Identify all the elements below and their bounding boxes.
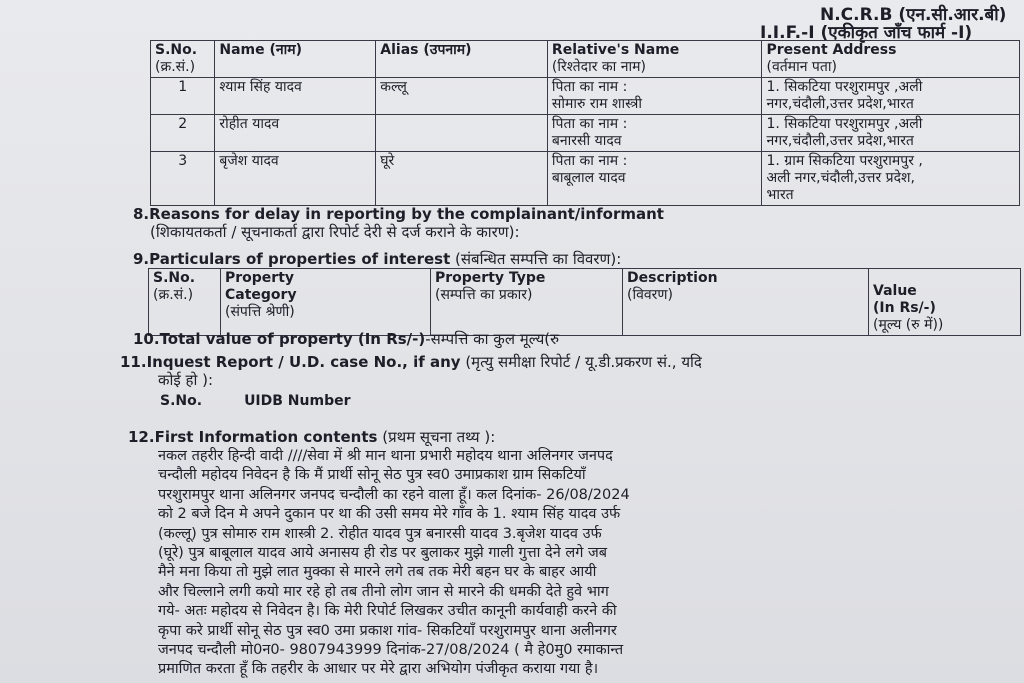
col-relative: Relative's Name (रिश्तेदार का नाम) (547, 41, 762, 78)
uidb-sno-label: S.No. (160, 393, 203, 409)
col-property-type: Property Type (सम्पत्ति का प्रकार) (431, 269, 623, 336)
section-11-title-cont: कोई हो ): (158, 371, 214, 389)
section-8-title: 8.Reasons for delay in reporting by the complainant/informant (133, 205, 664, 223)
ncrb-header: N.C.R.B (एन.सी.आर.बी) (820, 5, 1007, 25)
uidb-number-label: UIDB Number (244, 393, 351, 409)
section-9-title: 9.Particulars of properties of interest (संबन्धित सम्पत्ति का विवरण): (133, 250, 622, 268)
fir-line: परशुरामपुर थाना अलिनगर जनपद चन्दौली का रहने वाला हूँ। कल दिनांक- 26/08/2024 (158, 486, 630, 503)
section-12-title: 12.First Information contents (प्रथम सूचना तथ्य ): (128, 428, 496, 446)
fir-line: प्रमाणित करता हूँ कि तहरीर के आधार पर मेरे द्वारा अभियोग पंजीकृत कराया गया है। (158, 661, 599, 678)
col-property-category: Property Category (संपत्ति श्रेणी) (221, 269, 431, 336)
uidb-columns (160, 393, 393, 409)
fir-line: नकल तहरीर हिन्दी वादी ////सेवा में श्री मान थाना प्रभारी महोदय थाना अलिनगर जनपद (158, 448, 613, 464)
row-relative: पिता का नाम : बनारसी यादव (547, 115, 762, 152)
col-alias: Alias (उपनाम) (376, 41, 548, 78)
iif-header: I.I.F.-I (एकीकृत जाँच फार्म -I) (760, 23, 973, 43)
fir-line: चन्दौली महोदय निवेदन है कि मैं प्रार्थी सोनू सेठ पुत्र स्व0 उमाप्रकाश ग्राम सिकटियाँ (158, 467, 586, 484)
fir-line: को 2 बजे दिन मे अपने दुकान पर था की उसी समय मेरे गाँव के 1. श्याम सिंह यादव उर्फ (158, 506, 621, 523)
table-row (151, 115, 1020, 152)
fir-line: और चिल्लाने लगी कयो मार रहे हो तब तीनो लोग जान से मारने की धमकी देते हुवे भाग (158, 583, 609, 600)
row-address: 1. सिकटिया परशुरामपुर ,अली नगर,चंदौली,उत्तर प्रदेश,भारत (762, 78, 1020, 115)
row-address: 1. ग्राम सिकटिया परशुरामपुर , अली नगर,चंदौली,उत्तर प्रदेश, भारत (762, 152, 1020, 206)
properties-table-header (149, 269, 1021, 336)
section-10-title: 10.Total value of property (In Rs/-)-सम्पत्ति का कुल मूल्य(रु (133, 330, 560, 348)
row-sno: 2 (151, 115, 215, 152)
fir-line: (घूरे) पुत्र बाबूलाल यादव आये अनासय ही रोड पर बुलाकर मुझे गाली गुत्ता देने लगे जब (158, 545, 608, 562)
fir-line: मैने मना किया तो मुझे लात मुक्का से मारने लगे तब तक मेरी बहन घर के बाहर आयी (158, 564, 597, 581)
fir-line: (कल्लू) पुत्र सोमारु राम शास्त्री 2. रोहीत यादव पुत्र बनारसी यादव 3.बृजेश यादव उर्फ (158, 525, 602, 542)
section-8-title-hindi: (शिकायतकर्ता / सूचनाकर्ता द्वारा रिपोर्ट देरी से दर्ज कराने के कारण): (150, 223, 520, 241)
col-name: Name (नाम) (215, 41, 376, 78)
row-name: बृजेश यादव (215, 152, 376, 206)
suspects-table (150, 40, 1020, 206)
row-sno: 3 (151, 152, 215, 206)
col-address: Present Address (वर्तमान पता) (762, 41, 1020, 78)
row-sno: 1 (151, 78, 215, 115)
row-relative: पिता का नाम : सोमारु राम शास्त्री (547, 78, 762, 115)
row-alias: कल्लू (376, 78, 548, 115)
table-row (151, 152, 1020, 206)
fir-line: गये- अतः महोदय से निवेदन है। कि मेरी रिपोर्ट लिखकर उचीत कानूनी कार्यवाही करने की (158, 603, 617, 620)
fir-line: जनपद चन्दौली मो0न0- 9807943999 दिनांक-27/08/2024 ( मै हे0मु0 रमाकान्त (158, 642, 624, 659)
row-name: रोहीत यादव (215, 115, 376, 152)
fir-line: कृपा करे प्रार्थी सोनू सेठ पुत्र स्व0 उमा प्रकाश गांव- सिकटियाँ परशुरामपुर थाना अलीनगर (158, 622, 617, 639)
properties-table (148, 268, 1021, 336)
row-relative: पिता का नाम : बाबूलाल यादव (547, 152, 762, 206)
col-description: Description (विवरण) (623, 269, 869, 336)
fir-contents (158, 447, 928, 680)
section-11-title: 11.Inquest Report / U.D. case No., if any (मृत्यु समीक्षा रिपोर्ट / यू.डी.प्रकरण सं., यदि (120, 353, 702, 371)
table-row (151, 78, 1020, 115)
row-address: 1. सिकटिया परशुरामपुर ,अली नगर,चंदौली,उत्तर प्रदेश,भारत (762, 115, 1020, 152)
row-alias: घूरे (376, 152, 548, 206)
suspects-table-header (151, 41, 1020, 78)
col-sno: S.No. (क्र.सं.) (149, 269, 221, 336)
col-value: Value (In Rs/-) (मूल्य (रु में)) (869, 269, 1021, 336)
col-sno: S.No. (क्र.सं.) (151, 41, 215, 78)
row-name: श्याम सिंह यादव (215, 78, 376, 115)
row-alias (376, 115, 548, 152)
